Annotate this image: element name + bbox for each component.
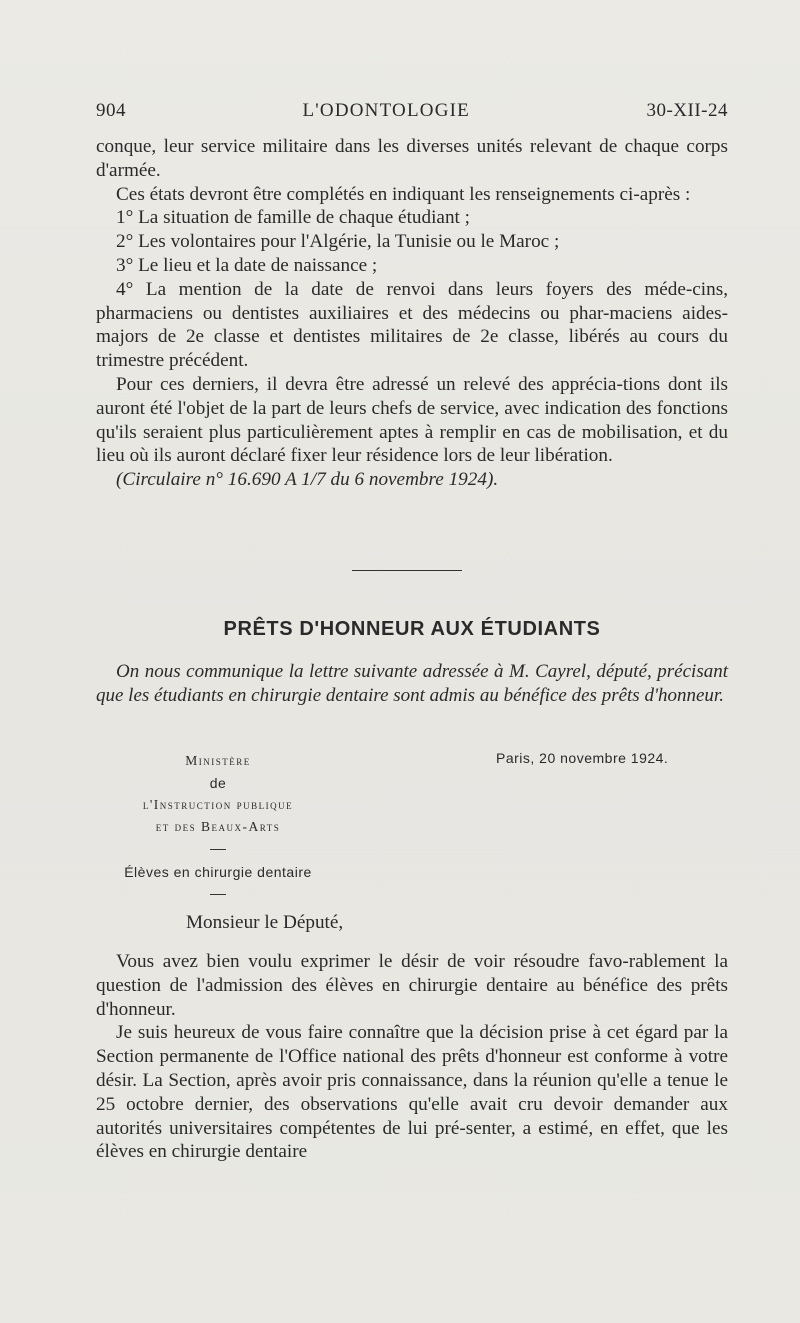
list-item: 1° La situation de famille de chaque étudiant ; — [116, 207, 470, 229]
letter-body — [96, 950, 728, 1164]
letterhead-service: Élèves en chirurgie dentaire — [124, 864, 312, 880]
letterhead-dash — [210, 894, 226, 895]
section-divider — [352, 570, 462, 571]
journal-title: L'ODONTOLOGIE — [302, 100, 470, 121]
continuation-text — [96, 135, 728, 492]
list-item: 4° La mention de la date de renvoi dans leurs foyers des méde-cins, pharmaciens ou dentistes auxiliaires et des médecins ou phar-maciens aides-majors de 2e classe et dentistes militaires de 2e classe, libérés au cours du trimestre précédent. — [96, 278, 728, 372]
paragraph: Vous avez bien voulu exprimer le désir de voir résoudre favo-rablement la question de l'admission des élèves en chirurgie dentaire au bénéfice des prêts d'honneur. — [96, 951, 728, 1020]
circulaire-reference: (Circulaire n° 16.690 A 1/7 du 6 novembre 1924). — [116, 469, 499, 491]
letterhead-de: de — [209, 775, 227, 791]
page-number: 904 — [96, 100, 126, 121]
list-item: 2° Les volontaires pour l'Algérie, la Tunisie ou le Maroc ; — [116, 231, 560, 253]
letter-salutation: Monsieur le Député, — [186, 912, 344, 933]
issue-date: 30-XII-24 — [646, 100, 728, 121]
intro-paragraph: On nous communique la lettre suivante adressée à M. Cayrel, député, précisant que les étudiants en chirurgie dentaire sont admis au bénéfice des prêts d'honneur. — [96, 661, 728, 706]
letterhead-instruction: l'Instruction publique — [142, 797, 294, 812]
paragraph: Je suis heureux de vous faire connaître que la décision prise à cet égard par la Section permanente de l'Office national des prêts d'honneur est conforme à votre désir. La Section, après avoir pris connaissance, dans la réunion qu'elle a tenue le 25 octobre dernier, des observations qu'elle avait cru devoir demander aux autorités universitaires compétentes de lui pré-senter, a estimé, en effet, que les élèves en chirurgie dentaire — [96, 1022, 728, 1163]
letterhead-dash — [210, 849, 226, 850]
paragraph: Pour ces derniers, il devra être adressé un relevé des apprécia-tions dont ils auront été l'objet de la part de leurs chefs de service, avec indication des fonctions qu'ils seraient plus particulièrement aptes à remplir en cas de mobilisation, et du lieu où ils auront déclaré fixer leur résidence lors de leur libération. — [96, 373, 728, 467]
letterhead-ministry: Ministère — [185, 753, 251, 768]
letter-place-date: Paris, 20 novembre 1924. — [496, 750, 669, 766]
section-title: PRÊTS D'HONNEUR AUX ÉTUDIANTS — [223, 618, 601, 640]
paragraph: Ces états devront être complétés en indiquant les renseignements ci-après : — [116, 183, 691, 205]
paragraph: conque, leur service militaire dans les diverses unités relevant de chaque corps d'armée. — [96, 136, 728, 181]
list-item: 3° Le lieu et la date de naissance ; — [116, 254, 378, 276]
running-header — [96, 100, 728, 126]
letterhead-beaux-arts: et des Beaux-Arts — [155, 819, 281, 834]
letterhead — [96, 750, 340, 906]
section-intro — [96, 660, 728, 708]
